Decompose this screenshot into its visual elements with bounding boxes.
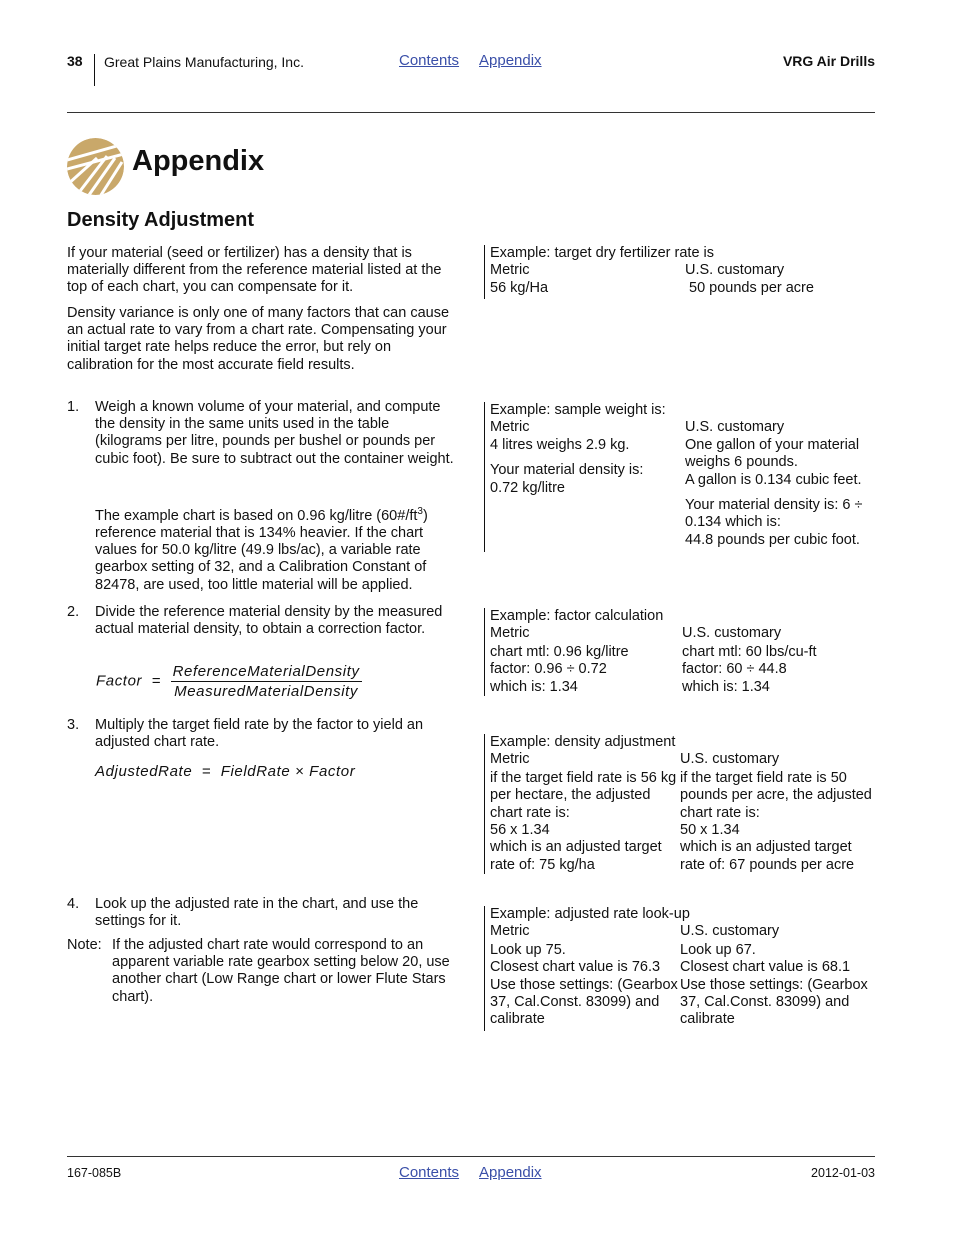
step-4 [67, 896, 459, 930]
footer-rule [67, 1156, 875, 1157]
header-rule [67, 112, 875, 113]
document-date: 2012-01-03 [811, 1166, 875, 1180]
section-title: Density Adjustment [67, 209, 255, 231]
page-title: Appendix [132, 145, 265, 177]
step-1-text: Weigh a known volume of your material, and compute the density in the same units used in the table (kilograms per litre, pounds per bushel or pounds per cubic foot). Be sure to subtract out the container weight. [95, 399, 454, 467]
page-number: 38 [67, 53, 83, 69]
step-3-number: 3. [67, 717, 80, 733]
company-name: Great Plains Manufacturing, Inc. [104, 54, 304, 70]
variance-paragraph: Density variance is only one of many factors that can cause an actual rate to vary from a chart rate. Compensating your initial target rate helps reduce the error, but rely on calibration for the most accurate field results. [67, 305, 450, 373]
example-rate-lookup: Example: adjusted rate look-up Metric Look up 75. Closest chart value is 76.3 Use those settings: (Gearbox 37, Cal.Const. 83099) and calibrate U.S. customary Look up 67. Closest chart value is 68.1 Use those settings: (Gearbox 37, Cal.Const. 83099) and calibrate [484, 906, 872, 1031]
step-2 [67, 604, 459, 638]
header-divider [94, 54, 95, 86]
note-label: Note: [67, 937, 102, 953]
footer-appendix-link[interactable]: Appendix [479, 1164, 542, 1181]
intro-paragraph: If your material (seed or fertilizer) has a density that is materially different from the reference material listed at the top of each chart, you can compensate for it. [67, 245, 442, 296]
step-4-number: 4. [67, 896, 80, 912]
step-3 [67, 717, 459, 751]
step-1-number: 1. [67, 399, 80, 415]
great-plains-logo-icon [67, 138, 124, 195]
example-factor-calculation: Example: factor calculation Metric chart mtl: 0.96 kg/litre factor: 0.96 ÷ 0.72 which is: 1.34 U.S. customary chart mtl: 60 lbs/cu-ft factor: 60 ÷ 44.8 which is: 1.34 [484, 608, 874, 696]
step-1-example: The example chart is based on 0.96 kg/litre $(60\#/ft^3)$ reference material that is 134% heavier. If the chart values for 50.0 kg/litre (49.9 lbs/ac), a variable rate gearbox setting of 32, and a Calibration Constant of 82478, are used, too little material will be applied. [95, 506, 428, 593]
header-contents-link[interactable]: Contents [399, 52, 460, 69]
step-2-number: 2. [67, 604, 80, 620]
note-text: If the adjusted chart rate would correspond to an apparent variable rate gearbox setting below 20, use another chart (Low Range chart or lower Flute Stars chart). [112, 937, 450, 1005]
step-3-text: Multiply the target field rate by the factor to yield an adjusted chart rate. [95, 717, 424, 751]
adjusted-rate-formula: AdjustedRate = FieldRate × Factor [95, 763, 356, 780]
step-4-text: Look up the adjusted rate in the chart, and use the settings for it. [95, 896, 419, 930]
step-2-text: Divide the reference material density by the measured actual material density, to obtain a correction factor. [95, 604, 443, 638]
header-appendix-link[interactable]: Appendix [479, 52, 542, 69]
example-target-rate: Example: target dry fertilizer rate is Metric U.S. customary 56 kg/Ha 50 pounds per acre [484, 245, 881, 299]
footer-contents-link[interactable]: Contents [399, 1164, 460, 1181]
factor-formula: Factor = $\frac{\text{ReferenceMaterialDensity}}{\text{MeasuredMaterialDensity}}$ [96, 663, 360, 700]
document-code: 167-085B [67, 1166, 122, 1180]
note [67, 937, 459, 1006]
step-1 [67, 399, 459, 468]
example-sample-weight: Example: sample weight is: Metric 4 litres weighs 2.9 kg. Your material density is: 0.72 kg/litre U.S. customary One gallon of your material weighs 6 pounds. A gallon is 0.134 cubic feet. Your material density is: 6 ÷ 0.134 which is: 44.8 pounds per cubic foot. [484, 402, 877, 552]
example-density-adjustment: Example: density adjustment Metric if the target field rate is 56 kg per hectare, the adjusted chart rate is: 56 x 1.34 which is an adjusted target rate of: 75 kg/ha U.S. customary if the target field rate is 50 pounds per acre, the adjusted chart rate is: 50 x 1.34 which is an adjusted target rate of: 67 pounds per acre [484, 734, 872, 874]
document-title: VRG Air Drills [782, 53, 875, 69]
